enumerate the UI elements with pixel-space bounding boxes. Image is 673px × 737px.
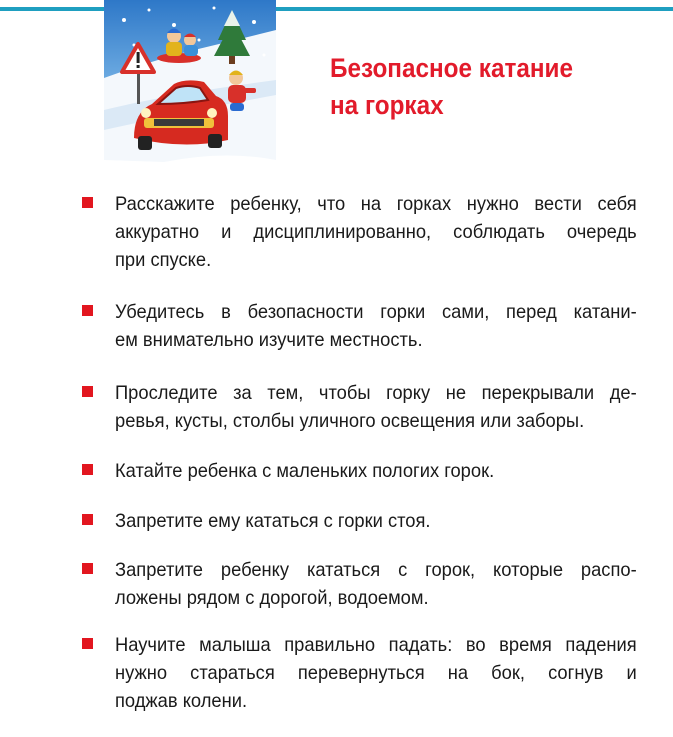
- list-item-text: [115, 379, 637, 435]
- bullet-icon: [82, 305, 93, 316]
- list-item-text: [115, 507, 637, 535]
- list-item-line: Расскажите ребенку, что на горках нужно вести себя: [115, 193, 637, 215]
- list-item-line: Запретите ему кататься с горки стоя.: [115, 510, 431, 532]
- page-title: [330, 50, 573, 124]
- bullet-icon: [82, 514, 93, 525]
- list-item-line: аккуратно и дисциплинированно, соблюдать очередь: [115, 221, 637, 243]
- title-line-2: на горках: [330, 90, 444, 120]
- title-line-1: Безопасное катание: [330, 53, 574, 83]
- bullet-icon: [82, 464, 93, 475]
- list-item-line: ем внимательно изучите местность.: [115, 329, 423, 351]
- list-item-line: при спуске.: [115, 249, 212, 271]
- list-item-text: [115, 190, 637, 274]
- bullet-icon: [82, 386, 93, 397]
- top-accent-bar: [0, 7, 673, 11]
- bullet-icon: [82, 197, 93, 208]
- sledding-illustration: [104, 0, 276, 166]
- bullet-icon: [82, 638, 93, 649]
- list-item-text: [115, 457, 637, 485]
- list-item-line: поджав колени.: [115, 690, 248, 712]
- list-item-text: [115, 631, 637, 715]
- list-item-line: Убедитесь в безопасности горки сами, перед катани-: [115, 301, 637, 323]
- list-item-line: ревья, кусты, столбы уличного освещения или заборы.: [115, 410, 585, 432]
- list-item-line: Катайте ребенка с маленьких пологих горок.: [115, 460, 495, 482]
- list-item-line: нужно стараться перевернуться на бок, согнув и: [115, 662, 637, 684]
- list-item-text: [115, 556, 637, 612]
- list-item-line: Запретите ребенку кататься с горок, которые распо-: [115, 559, 637, 581]
- bullet-icon: [82, 563, 93, 574]
- list-item-line: ложены рядом с дорогой, водоемом.: [115, 587, 429, 609]
- list-item-line: Проследите за тем, чтобы горку не перекрывали де-: [115, 382, 637, 404]
- list-item-line: Научите малыша правильно падать: во время падения: [115, 634, 637, 656]
- list-item-text: [115, 298, 637, 354]
